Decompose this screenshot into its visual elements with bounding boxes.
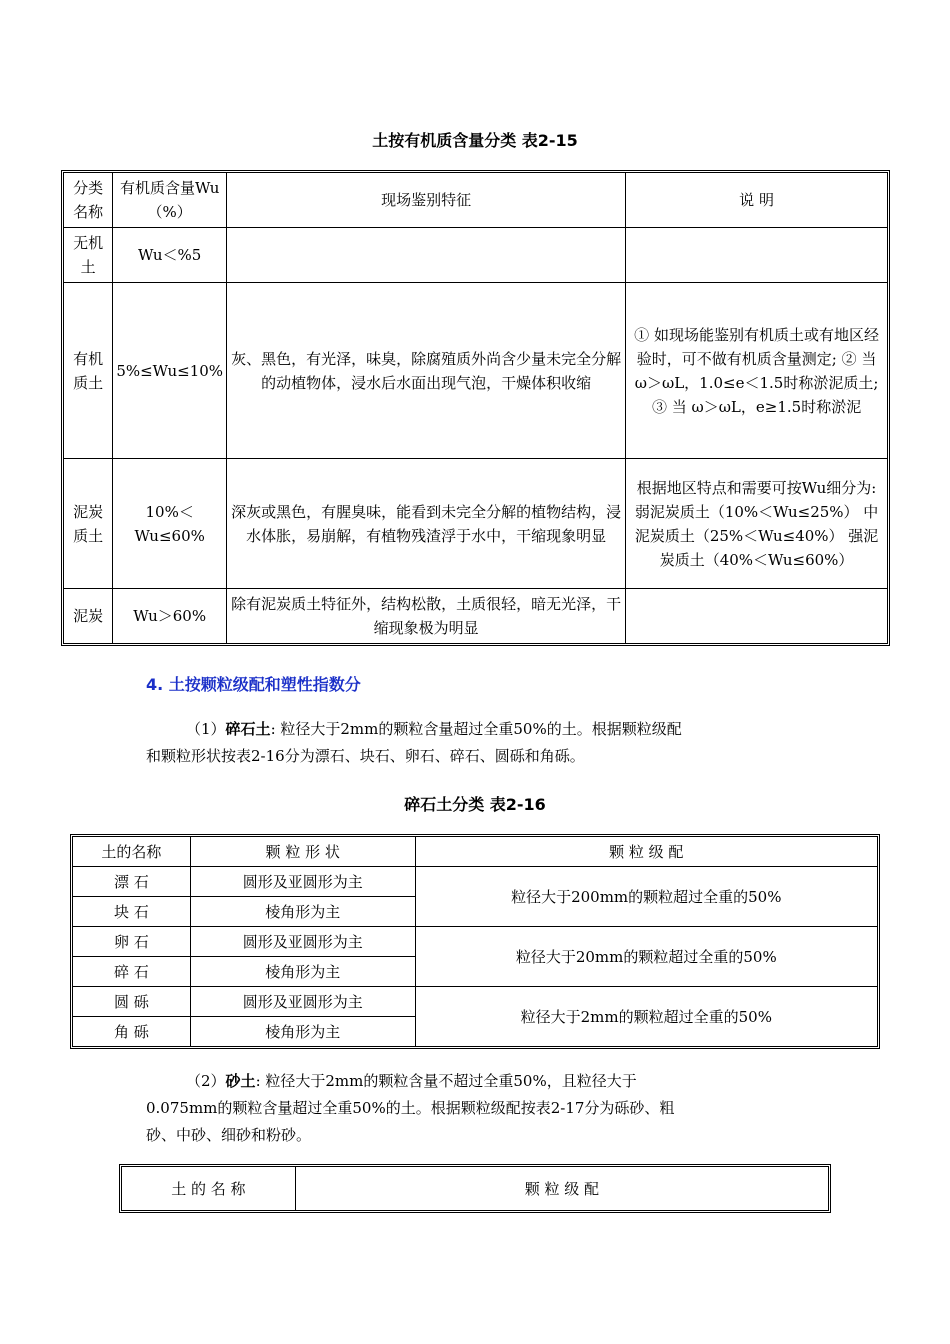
- sand-paragraph: [146, 1068, 826, 1149]
- soil-name-cell: 角 砾: [73, 1017, 191, 1047]
- content-cell: Wu＞60%: [113, 589, 227, 644]
- note-cell: ① 如现场能鉴别有机质土或有地区经验时，可不做有机质含量测定; ② 当 ω＞ωL，1.0≤e＜1.5时称淤泥质土; ③ 当 ω＞ωL，e≥1.5时称淤泥: [626, 283, 888, 459]
- table-row: [73, 927, 878, 957]
- table-header-row: [122, 1167, 829, 1211]
- shape-cell: 棱角形为主: [190, 1017, 415, 1047]
- soil-name-cell: 卵 石: [73, 927, 191, 957]
- section-heading: 4. 土按颗粒级配和塑性指数分: [146, 675, 361, 694]
- table-row: [64, 459, 888, 589]
- header-cell: 土 的 名 称: [122, 1167, 296, 1211]
- soil-name-cell: 漂 石: [73, 867, 191, 897]
- shape-cell: 棱角形为主: [190, 957, 415, 987]
- content-cell: Wu＜%5: [113, 228, 227, 283]
- feature-cell: 灰、黑色，有光泽，味臭，除腐殖质外尚含少量未完全分解的动植物体，浸水后水面出现气泡，干燥体积收缩: [227, 283, 626, 459]
- gradation-cell: 粒径大于200mm的颗粒超过全重的50%: [415, 867, 877, 927]
- para2-line3: 砂、中砂、细砂和粉砂。: [146, 1126, 312, 1144]
- header-cell: 颗 粒 级 配: [415, 837, 877, 867]
- gradation-cell: 粒径大于20mm的颗粒超过全重的50%: [415, 927, 877, 987]
- table-header-row: [64, 173, 888, 228]
- para1-prefix: （1）: [186, 720, 226, 738]
- para1-line2: 和颗粒形状按表2-16分为漂石、块石、卵石、碎石、圆砾和角砾。: [146, 747, 585, 765]
- table-row: [73, 867, 878, 897]
- para2-prefix: （2）: [186, 1072, 226, 1090]
- header-cell: 有机质含量Wu（%）: [113, 173, 227, 228]
- soil-name-cell: 有机质土: [64, 283, 113, 459]
- feature-cell: 深灰或黑色，有腥臭味，能看到未完全分解的植物结构，浸水体胀，易崩解，有植物残渣浮于水中，干缩现象明显: [227, 459, 626, 589]
- table-row: [64, 283, 888, 459]
- sand-classification-table: [121, 1166, 829, 1211]
- soil-name-cell: 泥炭质土: [64, 459, 113, 589]
- header-cell: 土的名称: [73, 837, 191, 867]
- soil-name-cell: 无机土: [64, 228, 113, 283]
- table1-title: 土按有机质含量分类 表2-15: [372, 131, 578, 150]
- header-cell: 分类名称: [64, 173, 113, 228]
- soil-name-cell: 碎 石: [73, 957, 191, 987]
- content-cell: 10%＜Wu≤60%: [113, 459, 227, 589]
- header-cell: 颗 粒 形 状: [190, 837, 415, 867]
- organic-classification-table: [63, 172, 888, 644]
- header-cell: 现场鉴别特征: [227, 173, 626, 228]
- shape-cell: 圆形及亚圆形为主: [190, 927, 415, 957]
- content-cell: 5%≤Wu≤10%: [113, 283, 227, 459]
- gravel-paragraph: [146, 716, 826, 770]
- para2-line2: 0.075mm的颗粒含量超过全重50%的土。根据颗粒级配按表2-17分为砾砂、粗: [146, 1099, 675, 1117]
- table-header-row: [73, 837, 878, 867]
- sand-term: 砂土: [225, 1072, 256, 1090]
- gravel-classification-table: [72, 836, 878, 1047]
- table2-title: 碎石土分类 表2-16: [404, 795, 546, 814]
- shape-cell: 圆形及亚圆形为主: [190, 867, 415, 897]
- feature-cell: 除有泥炭质土特征外，结构松散，土质很轻，暗无光泽，干缩现象极为明显: [227, 589, 626, 644]
- feature-cell: [227, 228, 626, 283]
- note-cell: [626, 228, 888, 283]
- note-cell: [626, 589, 888, 644]
- soil-name-cell: 圆 砾: [73, 987, 191, 1017]
- shape-cell: 圆形及亚圆形为主: [190, 987, 415, 1017]
- soil-name-cell: 泥炭: [64, 589, 113, 644]
- table-row: [64, 589, 888, 644]
- shape-cell: 棱角形为主: [190, 897, 415, 927]
- header-cell: 说 明: [626, 173, 888, 228]
- gravel-term: 碎石土: [225, 720, 271, 738]
- gradation-cell: 粒径大于2mm的颗粒超过全重的50%: [415, 987, 877, 1047]
- para2-text: : 粒径大于2mm的颗粒含量不超过全重50%，且粒径大于: [255, 1072, 637, 1090]
- soil-name-cell: 块 石: [73, 897, 191, 927]
- note-cell: 根据地区特点和需要可按Wu细分为: 弱泥炭质土（10%＜Wu≤25%） 中泥炭质土（25%＜Wu≤40%） 强泥炭质土（40%＜Wu≤60%）: [626, 459, 888, 589]
- table-row: [64, 228, 888, 283]
- para1-text: : 粒径大于2mm的颗粒含量超过全重50%的土。根据颗粒级配: [270, 720, 682, 738]
- header-cell: 颗 粒 级 配: [295, 1167, 828, 1211]
- table-row: [73, 987, 878, 1017]
